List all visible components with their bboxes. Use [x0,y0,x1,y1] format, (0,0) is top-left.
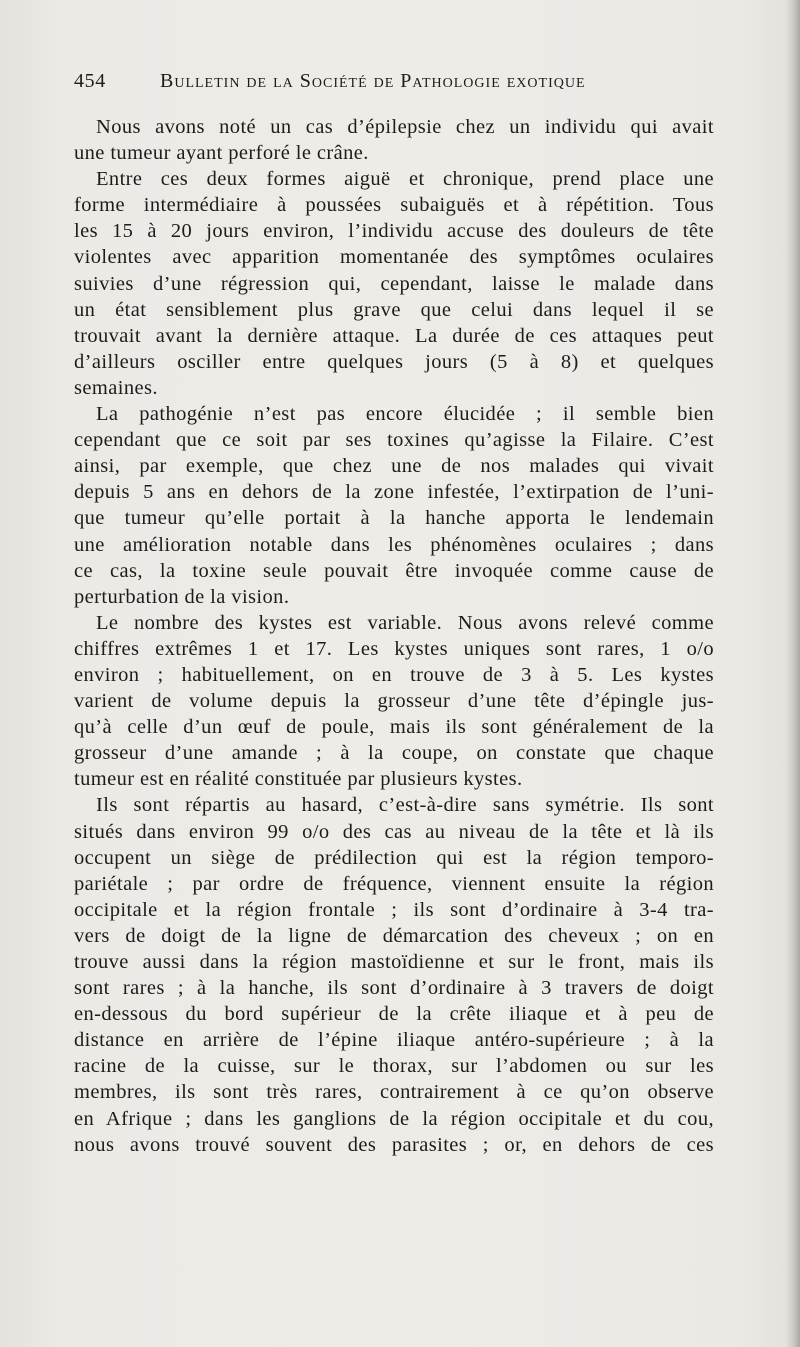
text-line: chiffres extrêmes 1 et 17. Les kystes uniques sont rares, 1 o/o [74,637,714,660]
text-line: tumeur est en réalité constituée par plusieurs kystes. [74,768,523,791]
text-line: perturbation de la vision. [74,585,290,608]
text-line: Ils sont répartis au hasard, c’est-à-dire sans symétrie. Ils sont [96,794,714,817]
page-edge-shadow [786,0,800,1347]
text-line: membres, ils sont très rares, contrairement à ce qu’on observe [74,1081,714,1104]
text-line: La pathogénie n’est pas encore élucidée ; il semble bien [96,403,714,426]
text-line: cependant que ce soit par ses toxines qu’agisse la Filaire. C’est [74,429,714,452]
text-line: les 15 à 20 jours environ, l’individu accuse des douleurs de tête [74,220,714,243]
text-line: d’ailleurs osciller entre quelques jours (5 à 8) et quelques [74,350,714,373]
text-line: que tumeur qu’elle portait à la hanche apporta le lendemain [74,507,714,530]
text-line: trouvait avant la dernière attaque. La durée de ces attaques peut [74,324,714,347]
text-line: en-dessous du bord supérieur de la crête iliaque et à peu de [74,1003,714,1026]
text-line: nous avons trouvé souvent des parasites ; or, en dehors de ces [74,1133,714,1156]
text-line: en Afrique ; dans les ganglions de la région occipitale et du cou, [74,1107,714,1130]
text-line: occipitale et la région frontale ; ils sont d’ordinaire à 3-4 tra- [74,898,714,921]
text-line: une amélioration notable dans les phénomènes oculaires ; dans [74,533,714,556]
text-line: Le nombre des kystes est variable. Nous avons relevé comme [96,611,714,634]
text-line: Entre ces deux formes aiguë et chronique, prend place une [96,168,714,191]
text-line: occupent un siège de prédilection qui est la région temporo- [74,846,714,869]
text-line: ainsi, par exemple, que chez une de nos malades qui vivait [74,455,714,478]
text-line: un état sensiblement plus grave que celui dans lequel il se [74,298,714,321]
running-header [74,70,734,100]
text-line: violentes avec apparition momentanée des symptômes oculaires [74,246,714,269]
text-line: vers de doigt de la ligne de démarcation des cheveux ; on en [74,924,714,947]
text-line: sont rares ; à la hanche, ils sont d’ordinaire à 3 travers de doigt [74,977,714,1000]
text-line: distance en arrière de l’épine iliaque antéro-supérieure ; à la [74,1029,714,1052]
text-line: environ ; habituellement, on en trouve de 3 à 5. Les kystes [74,663,714,686]
text-line: grosseur d’une amande ; à la coupe, on constate que chaque [74,742,714,765]
text-line: semaines. [74,376,158,399]
text-line: suivies d’une régression qui, cependant, laisse le malade dans [74,272,714,295]
text-line: qu’à celle d’un œuf de poule, mais ils sont généralement de la [74,716,714,739]
text-line: situés dans environ 99 o/o des cas au niveau de la tête et là ils [74,820,714,843]
text-line: Nous avons noté un cas d’épilepsie chez un individu qui avait [96,116,714,138]
running-title: Bulletin de la Société de Pathologie exotique [160,70,586,92]
text-line: forme intermédiaire à poussées subaiguës et à répétition. Tous [74,194,714,217]
page-number: 454 [74,70,106,92]
text-line: trouve aussi dans la région mastoïdienne et sur le front, mais ils [74,951,714,973]
text-line: racine de la cuisse, sur le thorax, sur l’abdomen ou sur les [74,1055,714,1078]
text-line: varient de volume depuis la grosseur d’une tête d’épingle jus- [74,690,714,713]
text-line: une tumeur ayant perforé le crâne. [74,142,369,165]
body-text [74,114,714,1158]
text-line: pariétale ; par ordre de fréquence, viennent ensuite la région [74,872,714,895]
text-line: depuis 5 ans en dehors de la zone infestée, l’extirpation de l’uni- [74,481,714,504]
text-line: ce cas, la toxine seule pouvait être invoquée comme cause de [74,559,714,582]
